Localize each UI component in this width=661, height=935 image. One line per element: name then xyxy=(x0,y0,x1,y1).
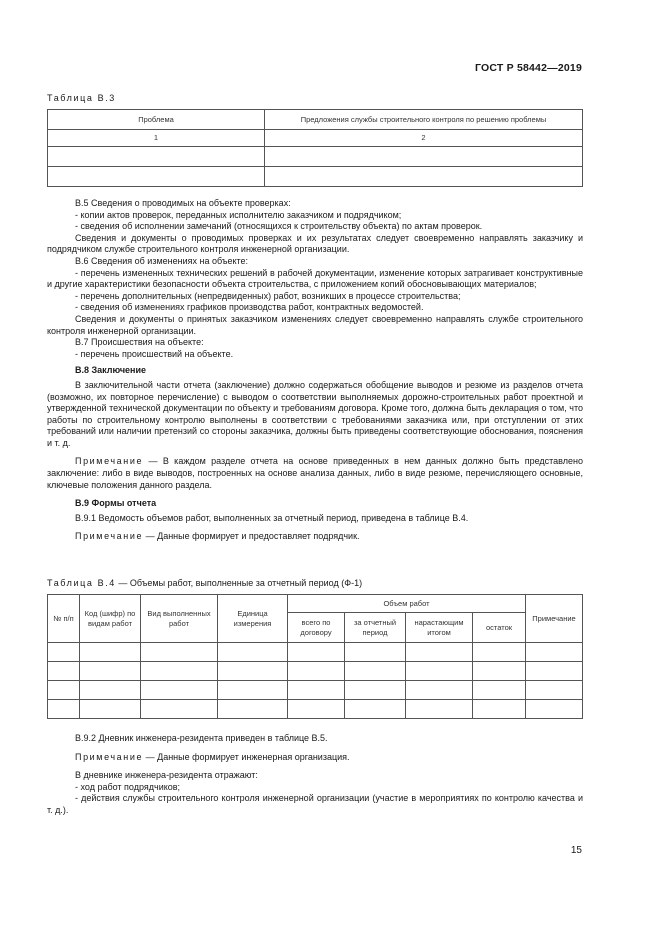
b5-item: - копии актов проверок, переданных исполнителю заказчиком и подрядчиком; xyxy=(75,209,402,220)
table-b3-colnum-2: 2 xyxy=(265,130,583,147)
caption-text: — Объемы работ, выполненные за отчетный период (Ф-1) xyxy=(115,578,363,588)
table-b4-sub-period: за отчетный период xyxy=(345,613,406,643)
note-label: Примечание xyxy=(75,531,144,542)
b8-note xyxy=(47,456,583,491)
b5-item: - сведения об исполнении замечаний (относящихся к строительству объекта) по актам проверок. xyxy=(75,221,483,232)
table-b4-header-code: Код (шифр) по видам работ xyxy=(80,595,141,643)
b6-heading: В.6 Сведения об изменениях на объекте: xyxy=(75,255,249,266)
table-b4 xyxy=(47,594,583,719)
note-text: — Данные формирует инженерная организация. xyxy=(143,751,350,762)
table-b3-cell xyxy=(265,167,583,187)
b7-heading: В.7 Происшествия на объекте: xyxy=(75,337,204,348)
b92-item: - действия службы строительного контроля инженерной организации (участие в мероприятиях по контролю качества и т. д.). xyxy=(47,793,583,815)
b92-intro: В дневнике инженера-резидента отражают: xyxy=(75,770,258,781)
b9-heading: В.9 Формы отчета xyxy=(75,498,157,509)
sections-b5-b7 xyxy=(47,198,583,543)
table-b4-sub-cumulative: нарастающим итогом xyxy=(406,613,473,643)
table-b3-colnum-1: 1 xyxy=(48,130,265,147)
table-b3-header-problem: Проблема xyxy=(48,110,265,130)
section-b92 xyxy=(47,733,583,817)
b6-item: - перечень измененных технических решений в рабочей документации, изменение которых затрагивает конструктивные и другие характеристики безопасности объекта строительства, с приложением копий обосновывающих материалов; xyxy=(47,267,583,290)
table-b4-header-number: № п/п xyxy=(48,595,80,643)
page-number: 15 xyxy=(570,845,582,856)
table-b3-caption: Таблица В.3 xyxy=(47,93,116,103)
note-label: Примечание xyxy=(75,456,144,467)
table-b4-caption xyxy=(47,578,362,588)
table-b4-header-note: Примечание xyxy=(526,595,583,643)
b92-note xyxy=(47,752,583,764)
b91-note xyxy=(47,531,583,543)
b6-item: - перечень дополнительных (непредвиденных) работ, возникших в процессе строительства; xyxy=(75,290,461,301)
b6-item: - сведения об изменениях графиков производства работ, контрактных ведомостей. xyxy=(75,302,424,313)
b8-heading: В.8 Заключение xyxy=(75,365,147,376)
table-b3 xyxy=(47,109,583,187)
table-b4-sub-remainder: остаток xyxy=(473,613,526,643)
b91-paragraph: В.9.1 Ведомость объемов работ, выполненных за отчетный период, приведена в таблице В.4. xyxy=(75,512,469,523)
table-b3-cell xyxy=(48,167,265,187)
b5-heading: В.5 Сведения о проводимых на объекте проверках: xyxy=(75,198,291,208)
note-text: — В каждом разделе отчета на основе приведенных в нем данных должно быть представлено заключение: либо в виде выводов, построенных на основе анализа данных, либо в виде резюме, перечисляющего основные, ключевые положения данного раздела. xyxy=(47,456,583,490)
table-b4-sub-total: всего по договору xyxy=(288,613,345,643)
table-b4-header-kind: Вид выполненных работ xyxy=(141,595,218,643)
table-b4-header-volume: Объем работ xyxy=(288,595,526,613)
standard-number: ГОСТ Р 58442—2019 xyxy=(474,62,582,74)
b5-paragraph: Сведения и документы о проводимых проверках и их результатах следует своевременно направлять заказчику и подрядчиком службе строительного контроля инженерной организации. xyxy=(47,232,583,255)
table-b4-header-unit: Единица измерения xyxy=(218,595,288,643)
b8-paragraph: В заключительной части отчета (заключение) должно содержаться обобщение выводов и резюме из разделов отчета (возможно, их повторное перечисление) с выводом о соответствии выполняемых дорожно-строительных работ проектной и утвержденной технической документации по объекту и требованиям договора. Кроме того, должна быть декларация о том, что работы по строительному контролю выполнены в соответствии с требованиями заказчика или, при отступлении от этих требований или наличии претензий со стороны заказчика, должны быть приведены соответствующие обоснования, пояснения и т. д. xyxy=(47,379,583,448)
note-label: Примечание xyxy=(75,751,144,762)
b92-paragraph: В.9.2 Дневник инженера-резидента приведен в таблице В.5. xyxy=(75,733,328,743)
caption-label: Таблица В.4 xyxy=(47,578,116,588)
b6-paragraph: Сведения и документы о принятых заказчиком изменениях следует своевременно направлять службе строительного контроля инженерной организации. xyxy=(47,313,583,336)
b92-item: - ход работ подрядчиков; xyxy=(75,781,181,792)
b7-item: - перечень происшествий на объекте. xyxy=(75,348,234,359)
table-b3-cell xyxy=(48,147,265,167)
table-b3-header-proposals: Предложения службы строительного контроля по решению проблемы xyxy=(265,110,583,130)
table-b3-cell xyxy=(265,147,583,167)
note-text: — Данные формирует и предоставляет подрядчик. xyxy=(143,531,360,542)
